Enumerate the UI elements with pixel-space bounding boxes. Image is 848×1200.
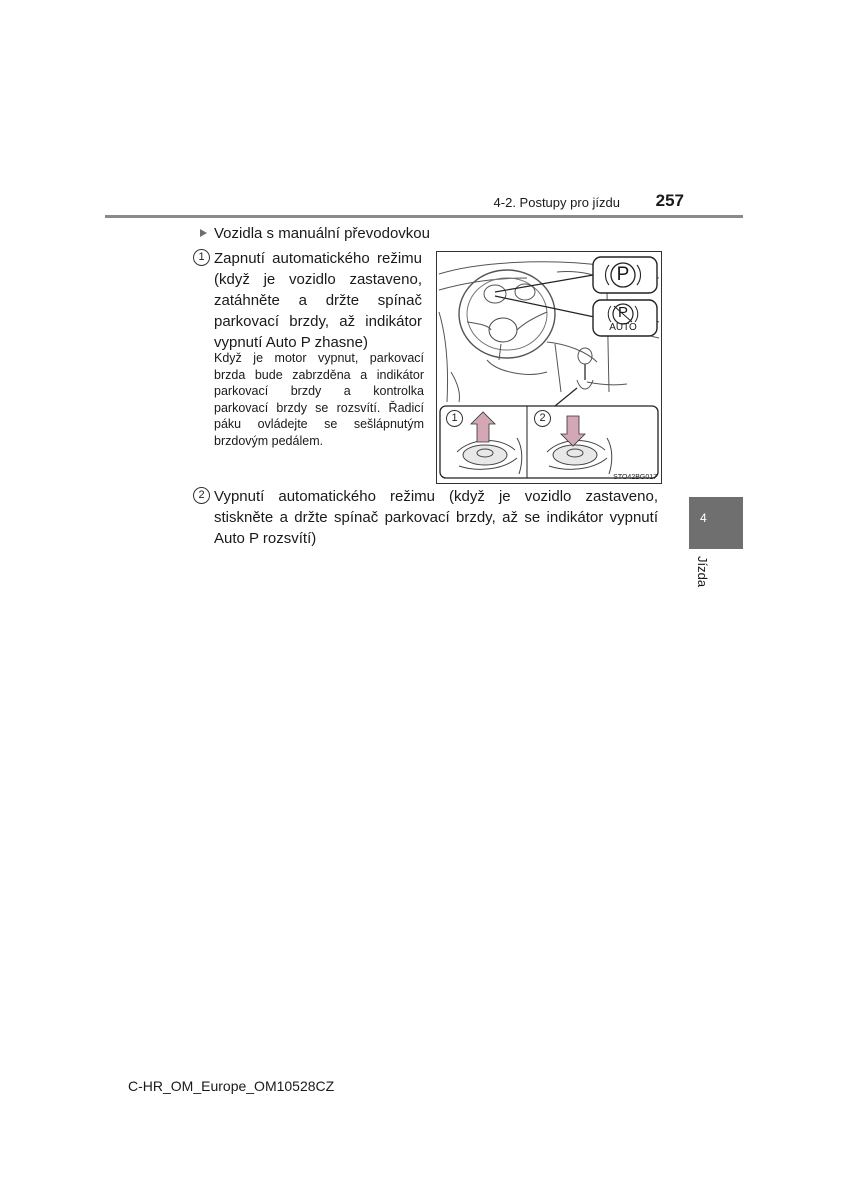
bullet-heading-text: Vozidla s manuální převodovkou	[214, 225, 430, 242]
note-text: Když je motor vypnut, parkovací brzda bude zabrzděna a indikátor parkovací brzdy a kontrolka parkovací brzdy se rozsvítí. Řadicí páku ovládejte se sešlápnutým brzdovým pedálem.	[214, 351, 424, 448]
header-section-title: 4-2. Postupy pro jízdu	[493, 195, 620, 210]
chapter-label: Jízda	[695, 556, 710, 588]
step1-number-badge: 1	[193, 249, 210, 266]
bullet-heading	[200, 225, 430, 242]
chapter-number: 4	[700, 511, 707, 525]
auto-p-indicator-text: AUTO	[609, 322, 637, 333]
auto-p-indicator-p: P	[617, 304, 628, 321]
footer-document-id: C-HR_OM_Europe_OM10528CZ	[128, 1078, 335, 1094]
cabin-drawing	[437, 252, 663, 485]
parking-brake-illustration	[436, 251, 662, 484]
header-divider	[105, 215, 743, 218]
chapter-tab	[689, 497, 743, 549]
page-number: 257	[655, 191, 684, 210]
figure-code: STO42BG017	[613, 474, 657, 481]
parking-brake-indicator-p: P	[616, 264, 630, 285]
triangle-bullet-icon	[200, 229, 207, 237]
step2-text: Vypnutí automatického režimu (když je vozidlo zastaveno, stiskněte a držte spínač parkovací brzdy, až se indikátor vypnutí Auto P rozsvítí)	[214, 488, 658, 547]
inset2-number-badge: 2	[534, 410, 551, 427]
chapter-label-container	[694, 556, 714, 596]
inset1-number-badge: 1	[446, 410, 463, 427]
step2-number-badge: 2	[193, 487, 210, 504]
step1-text: Zapnutí automatického režimu (když je vozidlo zastaveno, zatáhněte a držte spínač parkovací brzdy, až indikátor vypnutí Auto P zhasne)	[214, 250, 422, 351]
